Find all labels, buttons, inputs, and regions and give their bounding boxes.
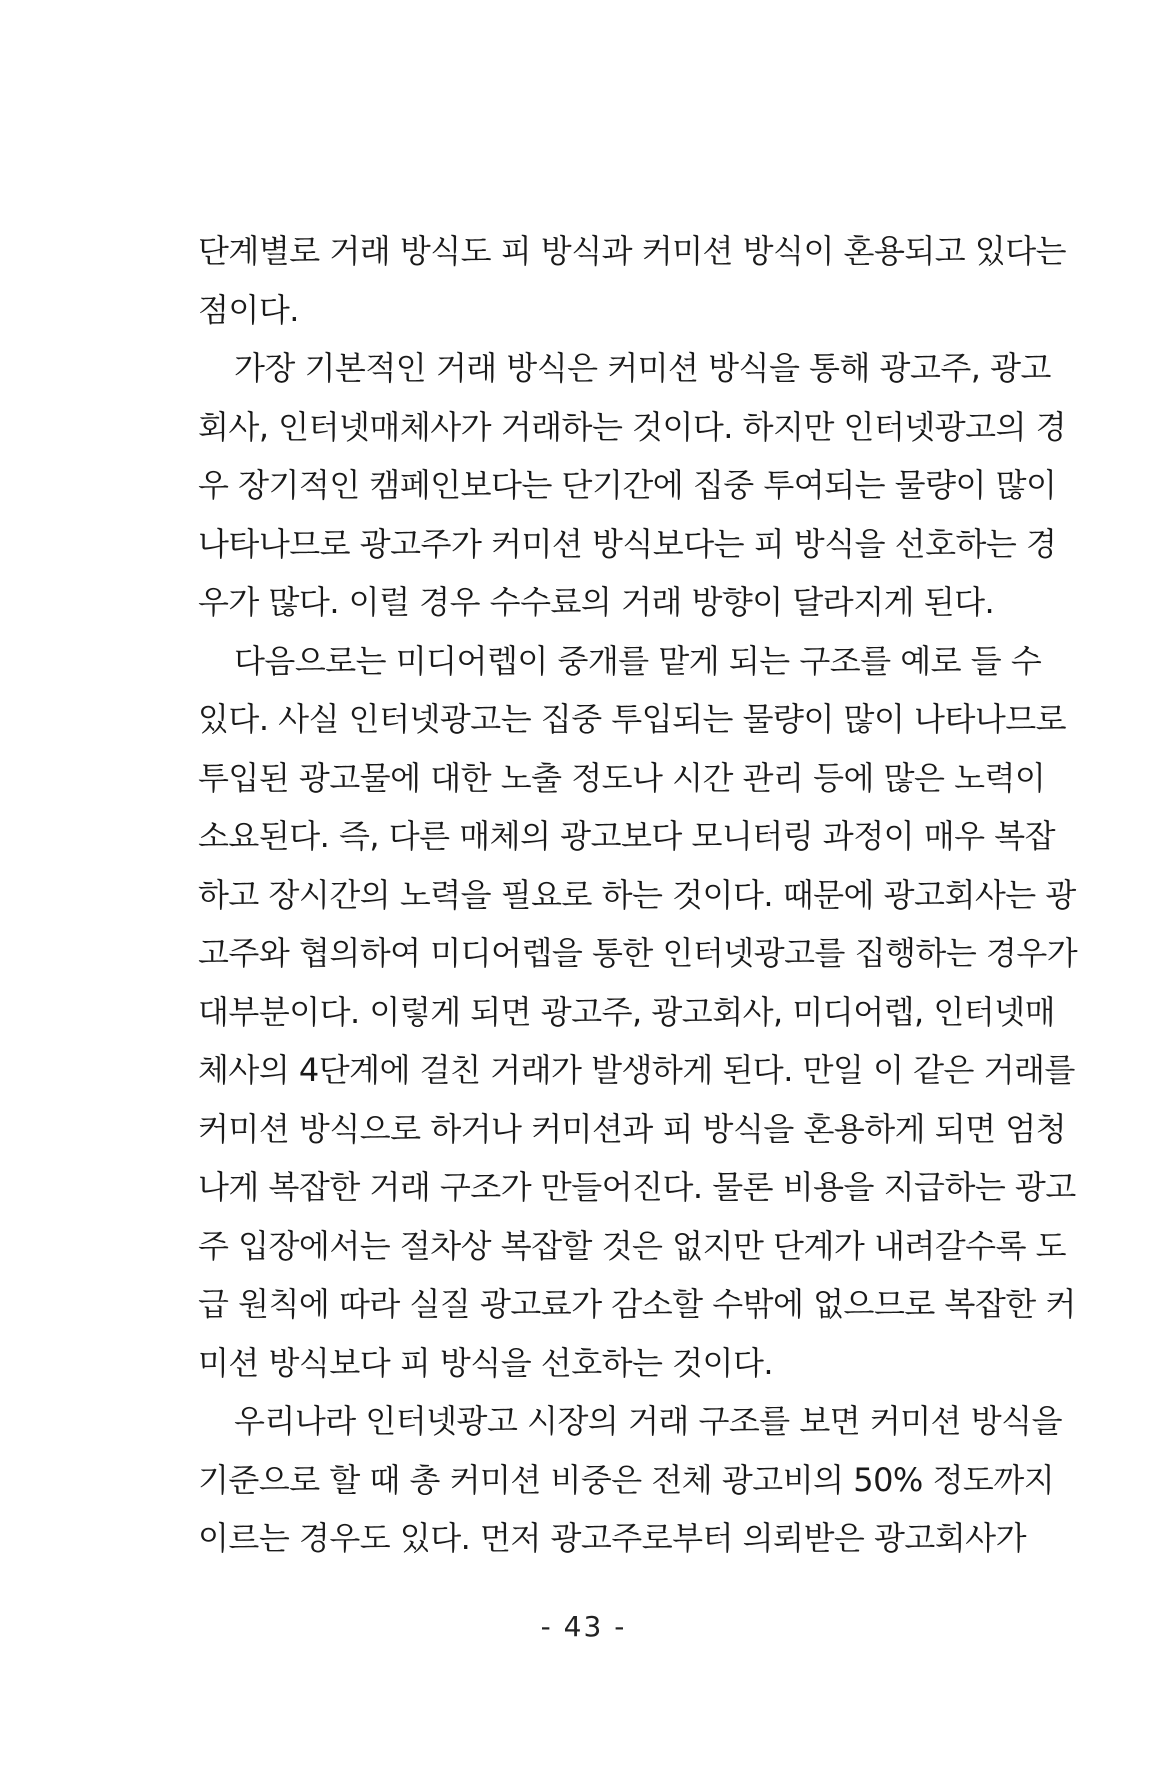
paragraph-first-line: 가장 기본적인 거래 방식은 커미션 방식을 통해 광고주, 광고 [234, 349, 1051, 387]
text-line: 미션 방식보다 피 방식을 선호하는 것이다. [198, 1343, 774, 1382]
text-line: 우가 많다. 이럴 경우 수수료의 거래 방향이 달라지게 된다. [198, 583, 995, 621]
text-line: 기준으로 할 때 총 커미션 비중은 전체 광고비의 50% 정도까지 [198, 1460, 1055, 1499]
paragraph-first-line: 다음으로는 미디어렙이 중개를 맡게 되는 구조를 예로 들 수 [234, 641, 1042, 680]
text-line: 체사의 4단계에 걸친 거래가 발생하게 된다. 만일 이 같은 거래를 [198, 1051, 1075, 1089]
body-text [198, 222, 1078, 1568]
text-line: 이르는 경우도 있다. 먼저 광고주로부터 의뢰받은 광고회사가 [198, 1519, 1027, 1557]
text-line: 우 장기적인 캠페인보다는 단기간에 집중 투여되는 물량이 많이 [198, 466, 1057, 504]
text-line: 투입된 광고물에 대한 노출 정도나 시간 관리 등에 많은 노력이 [198, 758, 1046, 797]
text-line: 고주와 협의하여 미디어렙을 통한 인터넷광고를 집행하는 경우가 [198, 934, 1078, 972]
text-line: 하고 장시간의 노력을 필요로 하는 것이다. 때문에 광고회사는 광 [198, 875, 1076, 914]
text-line: 나타나므로 광고주가 커미션 방식보다는 피 방식을 선호하는 경 [198, 524, 1057, 563]
page-number: - 43 - [540, 1610, 627, 1643]
text-line: 소요된다. 즉, 다른 매체의 광고보다 모니터링 과정이 매우 복잡 [198, 817, 1056, 855]
text-line: 나게 복잡한 거래 구조가 만들어진다. 물론 비용을 지급하는 광고 [198, 1168, 1076, 1206]
text-line: 대부분이다. 이렇게 되면 광고주, 광고회사, 미디어렙, 인터넷매 [198, 992, 1056, 1031]
text-line: 주 입장에서는 절차상 복잡할 것은 없지만 단계가 내려갈수록 도 [198, 1226, 1067, 1265]
text-line: 단계별로 거래 방식도 피 방식과 커미션 방식이 혼용되고 있다는 [198, 232, 1067, 270]
text-line: 급 원칙에 따라 실질 광고료가 감소할 수밖에 없으므로 복잡한 커 [198, 1285, 1076, 1323]
text-line: 있다. 사실 인터넷광고는 집중 투입되는 물량이 많이 나타나므로 [198, 700, 1067, 738]
text-line: 회사, 인터넷매체사가 거래하는 것이다. 하지만 인터넷광고의 경 [198, 407, 1067, 446]
paragraph-first-line: 우리나라 인터넷광고 시장의 거래 구조를 보면 커미션 방식을 [234, 1402, 1063, 1440]
text-line: 커미션 방식으로 하거나 커미션과 피 방식을 혼용하게 되면 엄청 [198, 1109, 1067, 1148]
text-line: 점이다. [198, 290, 299, 329]
